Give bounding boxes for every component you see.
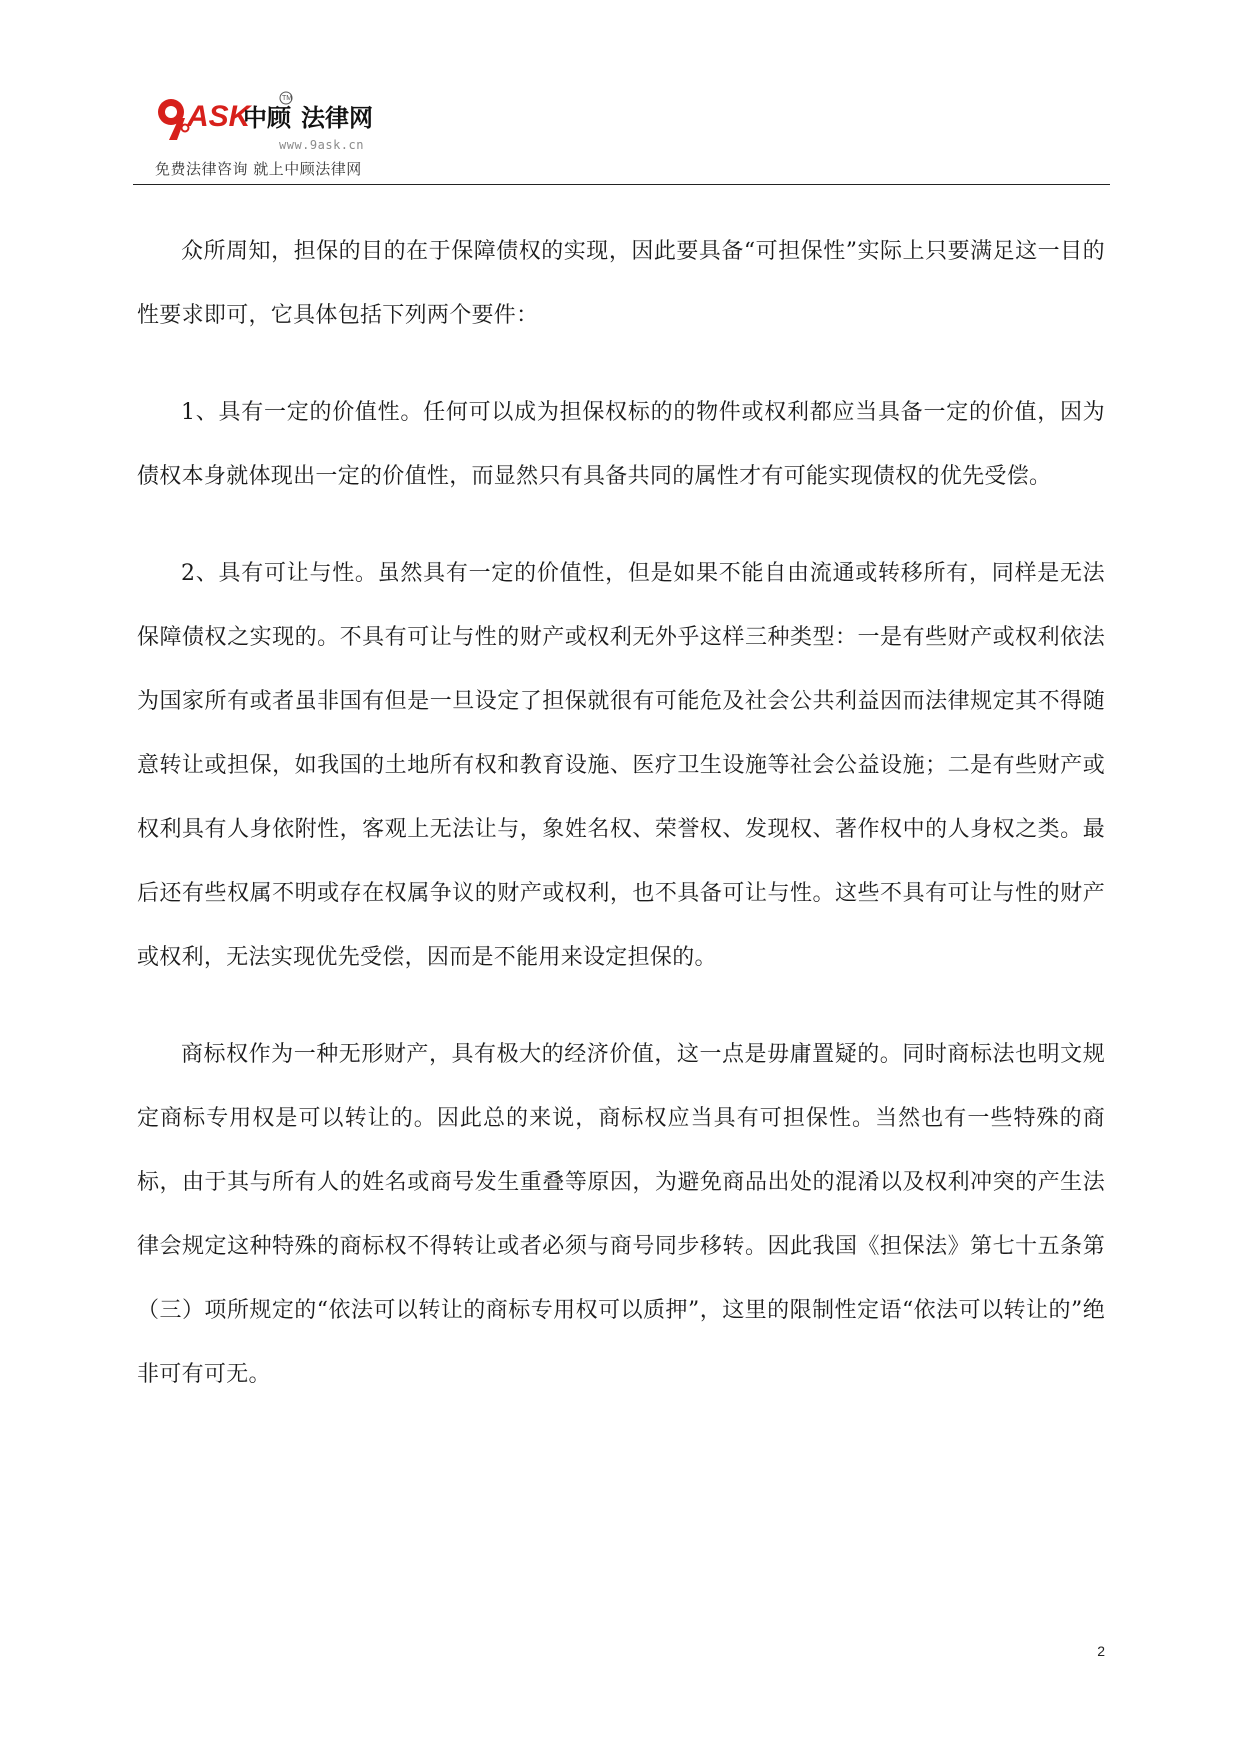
logo-url[interactable]: www.9ask.cn — [279, 138, 364, 152]
site-logo[interactable] — [155, 88, 415, 183]
logo-brand-text: ASK — [187, 100, 251, 133]
page-number: 2 — [1097, 1643, 1105, 1659]
page-header — [133, 88, 1110, 188]
logo-tm-text: TM — [282, 95, 293, 102]
logo-slogan: 免费法律咨询 就上中顾法律网 — [155, 160, 362, 178]
logo-nine-icon — [158, 99, 189, 140]
header-divider — [133, 184, 1110, 185]
paragraph-transferability: 2、具有可让与性。虽然具有一定的价值性，但是如果不能自由流通或转移所有，同样是无法保障债权之实现的。不具有可让与性的财产或权利无外乎这样三种类型：一是有些财产或权利依法为国家所有或者虽非国有但是一旦设定了担保就很有可能危及社会公共利益因而法律规定其不得随意转让或担保，如我国的土地所有权和教育设施、医疗卫生设施等社会公益设施；二是有些财产或权利具有人身依附性，客观上无法让与，象姓名权、荣誉权、发现权、著作权中的人身权之类。最后还有些权属不明或存在权属争议的财产或权利，也不具备可让与性。这些不具有可让与性的财产或权利，无法实现优先受偿，因而是不能用来设定担保的。 — [137, 561, 1105, 970]
logo-cn-name-text: 中顾 — [243, 104, 291, 132]
paragraph-intro: 众所周知，担保的目的在于保障债权的实现，因此要具备“可担保性”实际上只要满足这一目的性要求即可，它具体包括下列两个要件： — [137, 239, 1105, 328]
logo-site-name-text: 法律网 — [301, 104, 373, 132]
document-body — [137, 220, 1105, 1440]
paragraph-trademark: 商标权作为一种无形财产，具有极大的经济价值，这一点是毋庸置疑的。同时商标法也明文规定商标专用权是可以转让的。因此总的来说，商标权应当具有可担保性。当然也有一些特殊的商标，由于其与所有人的姓名或商号发生重叠等原因，为避免商品出处的混淆以及权利冲突的产生法律会规定这种特殊的商标权不得转让或者必须与商号同步移转。因此我国《担保法》第七十五条第（三）项所规定的“依法可以转让的商标专用权可以质押”，这里的限制性定语“依法可以转让的”绝非可有可无。 — [137, 1042, 1105, 1387]
paragraph-value: 1、具有一定的价值性。任何可以成为担保权标的的物件或权利都应当具备一定的价值，因为债权本身就体现出一定的价值性，而显然只有具备共同的属性才有可能实现债权的优先受偿。 — [137, 400, 1105, 489]
